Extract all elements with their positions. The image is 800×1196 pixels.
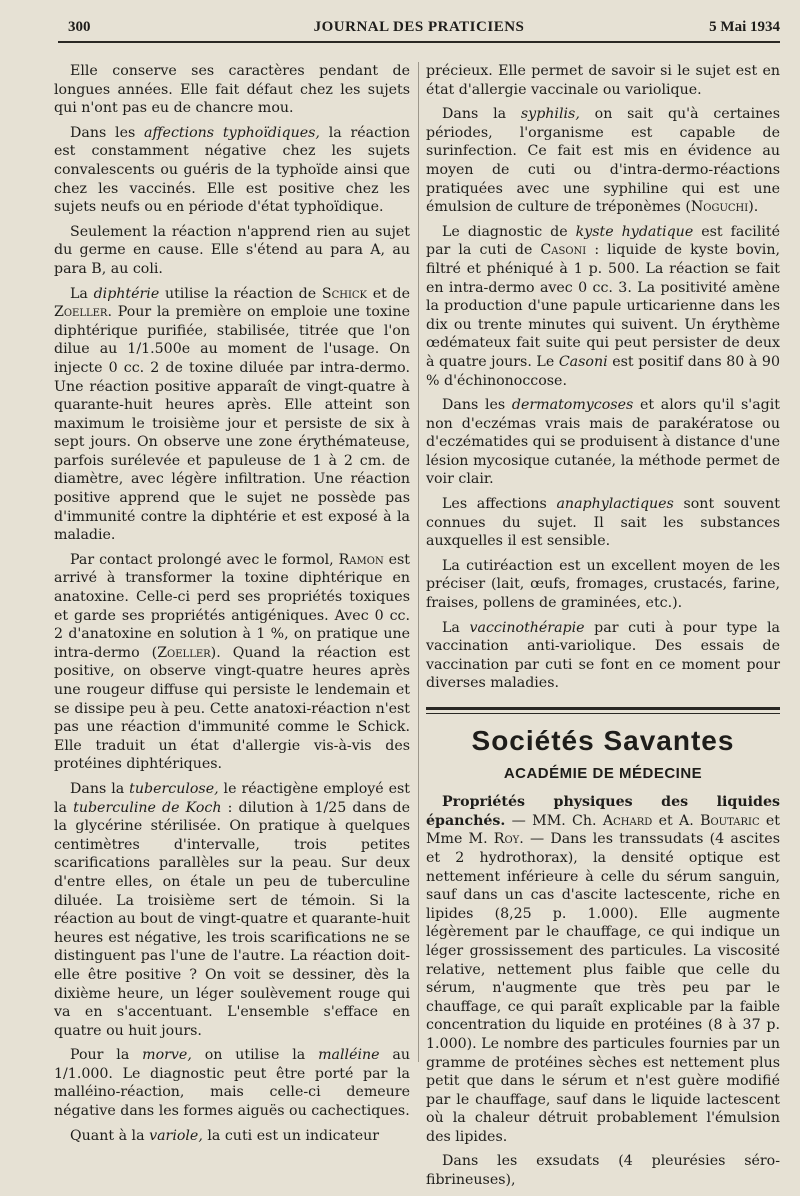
right-column — [426, 62, 780, 1196]
paragraph: Elle conserve ses caractères pendant de longues années. Elle fait défaut chez les sujets qui n'ont pas eu de chancre mou. — [54, 63, 410, 117]
paragraph: Les affections anaphylactiques sont souvent connues du sujet. Il sait les substances auxquelles il est sensible. — [426, 496, 780, 550]
section-rule-thick — [426, 707, 780, 710]
article-title: Propriétés physiques des liquides épanchés. — [426, 794, 780, 829]
section-title: Sociétés Savantes — [471, 725, 735, 756]
paragraph: La cutiréaction est un excellent moyen de les préciser (lait, œufs, fromages, crustacés, farine, fraises, pollens de graminées, etc.). — [426, 557, 780, 612]
paragraph: Seulement la réaction n'apprend rien au sujet du germe en cause. Elle s'étend au para A, au para B, au coli. — [54, 223, 410, 277]
paragraph: La vaccinothérapie par cuti à pour type la vaccination anti-variolique. Des essais de vaccination par cuti se font en ce moment pour diverses maladies. — [426, 619, 780, 692]
paragraph: Quant à la variole, la cuti est un indicateur — [70, 1127, 380, 1144]
left-column — [54, 62, 410, 1151]
page-number: 300 — [68, 19, 91, 35]
paragraph: Dans la syphilis, on sait qu'à certaines périodes, l'organisme est capable de surinfection. Ce fait est mis en évidence au moyen de cuti ou d'intra-dermo-réactions pratiquées avec une syphiline qui est une émulsion de culture de tréponèmes (Noguchi). — [426, 106, 780, 216]
column-divider — [418, 62, 419, 1062]
academy-heading: ACADÉMIE DE MÉDECINE — [503, 764, 703, 782]
paragraph: Dans la tuberculose, le réactigène employé est la tuberculine de Koch : dilution à 1/25 dans de la glycérine stérilisée. On pratique à quelques centimètres d'intervalle, trois petites scarifications parallèles sur la peau. Sur deux d'entre elles, on étale un peu de tuberculine diluée. La troisième sert de témoin. Si la réaction au bout de vingt-quatre et quarante-huit heures est négative, les trois scarifications ne se distinguent pas l'une de l'autre. La réaction doit-elle être positive ? On voit se dessiner, dès la dixième heure, un léger soulèvement rouge qui va en s'accentuant. L'ensemble s'efface en quatre ou huit jours. — [54, 780, 410, 1039]
article-paragraph: Propriétés physiques des liquides épanchés. — MM. Ch. Achard et A. Boutaric et Mme M. Roy. — Dans les transsudats (4 ascites et 2 hydrothorax), la densité optique est nettement inférieure à celle du sérum sanguin, sauf dans un cas d'ascite lactescente, riche en lipides (8,25 p. 1.000). Elle augmente légèrement par le chauffage, ce qui indique un léger grossissement des particules. La viscosité relative, nettement plus faible que celle du sérum, n'augmente que très peu par le chauffage, ce qui paraît explicable par la faible concentration du liquide en protéines (8 à 37 p. 1.000). Le nombre des particules fournies par un gramme de protéines sèches est nettement plus petit que dans le sérum et n'est guère modifié par le chauffage, sauf dans le liquide lactescent où la chaleur détruit probablement l'émulsion des lipides. — [426, 794, 781, 1145]
section-rule-thin — [426, 713, 780, 714]
paragraph: Dans les exsudats (4 pleurésies séro-fibrineuses), — [426, 1153, 780, 1189]
paragraph: Le diagnostic de kyste hydatique est facilité par la cuti de Casoni : liquide de kyste bovin, filtré et phéniqué à 1 p. 500. La réaction se fait en intra-dermo avec 0 cc. 3. La positivité amène la production d'une papule urticarienne dans les dix ou trente minutes qui suivent. Un érythème œdémateux fait suite qui peut persister de deux à quatre jours. Le Casoni est positif dans 80 à 90 % d'échinonoccose. — [426, 223, 780, 389]
paragraph: La diphtérie utilise la réaction de Schick et de Zoeller. Pour la première on emploie une toxine diphtérique purifiée, stabilisée, titrée que l'on dilue au 1/1.500e au moment de l'usage. On injecte 0 cc. 2 de toxine diluée par intra-dermo. Une réaction positive apparaît de vingt-quatre à quarante-huit heures après. Elle atteint son maximum le troisième jour et persiste de six à sept jours. On observe une zone érythémateuse, parfois surélevée et papuleuse de 1 à 2 cm. de diamètre, avec légère infiltration. Une réaction positive apprend que le sujet ne possède pas d'immunité contre la diphtérie et est exposé à la maladie. — [54, 285, 411, 544]
paragraph: Pour la morve, on utilise la malléine au 1/1.000. Le diagnostic peut être porté par la malléino-réaction, mais celle-ci demeure négative dans les formes aiguës ou cachectiques. — [54, 1047, 410, 1120]
paragraph: Dans les dermatomycoses et alors qu'il s'agit non d'eczémas vrais mais de parakératose ou d'eczématides qui se produisent à distance d'une lésion mycosique cutanée, la méthode permet de voir clair. — [426, 397, 780, 488]
issue-date: 5 Mai 1934 — [709, 19, 780, 35]
paragraph: Dans les affections typhoïdiques, la réaction est constamment négative chez les sujets convalescents ou guéris de la typhoïde ainsi que chez les vaccinés. Elle est positive chez les sujets neufs ou en période d'état typhoïdique. — [54, 124, 410, 216]
paragraph: Par contact prolongé avec le formol, Ramon est arrivé à transformer la toxine diphtérique en anatoxine. Celle-ci perd ses propriétés toxiques et garde ses propriétés antigéniques. Avec 0 cc. 2 d'anatoxine en solution à 1 %, on pratique une intra-dermo (Zoeller). Quand la réaction est positive, on observe vingt-quatre heures après une rougeur diffuse qui persiste le lendemain et se dissipe peu à peu. Cette anatoxi-réaction n'est pas une réaction d'immunité comme le Schick. Elle traduit un état d'allergie vis-à-vis des protéines diphtériques. — [54, 551, 411, 773]
page-header — [58, 19, 780, 43]
journal-title: JOURNAL DES PRATICIENS — [313, 19, 525, 35]
paragraph: précieux. Elle permet de savoir si le sujet est en état d'allergie vaccinale ou variolique. — [426, 63, 780, 98]
